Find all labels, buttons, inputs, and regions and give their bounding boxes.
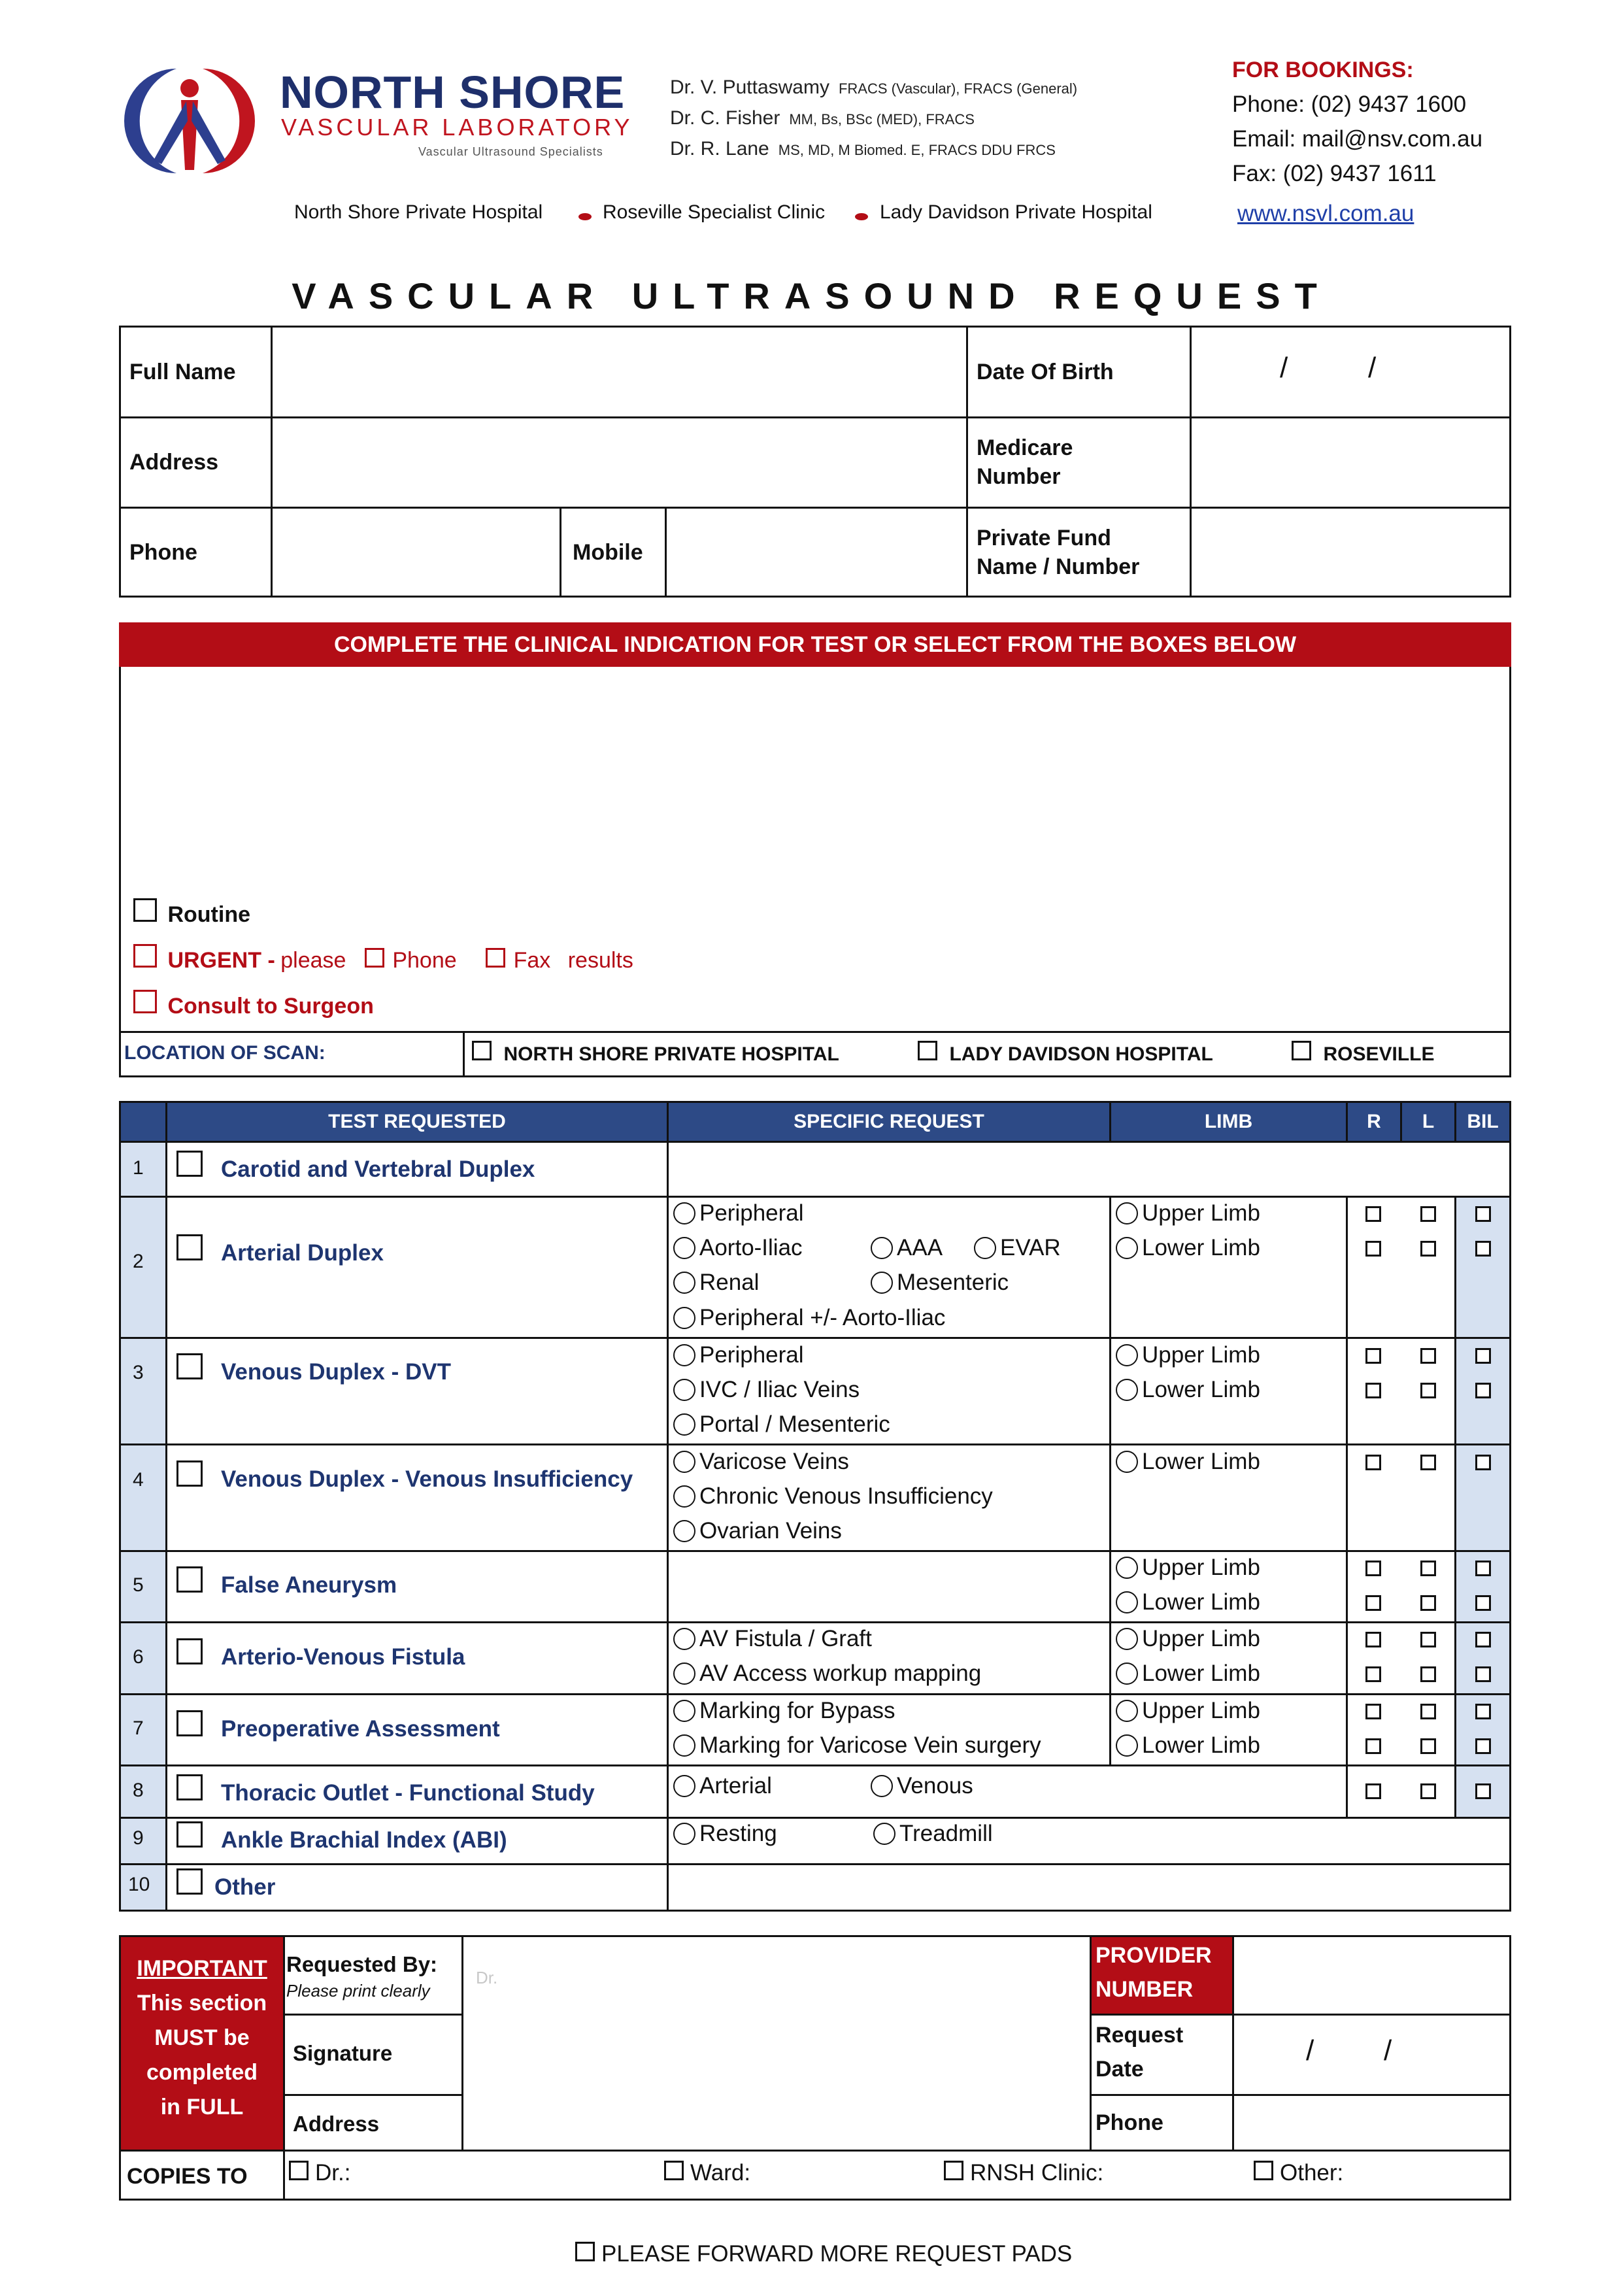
option-peripheral[interactable]: Peripheral bbox=[673, 1200, 804, 1226]
option-arterial[interactable]: Arterial bbox=[673, 1773, 772, 1799]
bil-checkbox[interactable] bbox=[1475, 1632, 1491, 1647]
option-bypass[interactable]: Marking for Bypass bbox=[673, 1698, 895, 1724]
radio-icon[interactable] bbox=[1116, 1379, 1138, 1401]
full-name-field[interactable] bbox=[275, 328, 963, 414]
location-north-shore-label: NORTH SHORE PRIVATE HOSPITAL bbox=[503, 1043, 839, 1065]
radio-icon[interactable] bbox=[673, 1775, 695, 1797]
bil-column-tint bbox=[1456, 1197, 1509, 1818]
option-venous[interactable]: Venous bbox=[871, 1773, 973, 1799]
test-number: 2 bbox=[133, 1251, 144, 1272]
r-checkbox[interactable] bbox=[1365, 1241, 1381, 1257]
limb-upper[interactable]: Upper Limb bbox=[1116, 1200, 1260, 1226]
location-lady-davidson-label: LADY DAVIDSON HOSPITAL bbox=[949, 1043, 1213, 1065]
limb-upper[interactable]: Upper Limb bbox=[1116, 1555, 1260, 1581]
mobile-label: Mobile bbox=[573, 540, 643, 565]
hospital-2: Roseville Specialist Clinic bbox=[603, 201, 826, 223]
test-row-dvt bbox=[176, 1353, 451, 1385]
test-row-abi bbox=[176, 1821, 507, 1853]
dob-label: Date Of Birth bbox=[977, 360, 1114, 384]
bil-checkbox[interactable] bbox=[1475, 1561, 1491, 1576]
radio-icon[interactable] bbox=[673, 1520, 695, 1542]
signature-label: Signature bbox=[293, 2041, 393, 2065]
option-varicose-surgery[interactable]: Marking for Varicose Vein surgery bbox=[673, 1732, 1041, 1759]
important-text: MUST be bbox=[154, 2025, 250, 2050]
private-fund-label: Private Fund bbox=[977, 526, 1111, 550]
radio-icon[interactable] bbox=[871, 1272, 893, 1294]
provider-number-field[interactable] bbox=[1236, 1938, 1509, 2012]
r-checkbox[interactable] bbox=[1365, 1455, 1381, 1470]
requester-phone-label: Phone bbox=[1096, 2110, 1163, 2135]
limb-lower[interactable]: Lower Limb bbox=[1116, 1449, 1260, 1475]
location-label: LOCATION OF SCAN: bbox=[124, 1042, 326, 1064]
requester-details-field[interactable] bbox=[465, 1938, 1088, 2147]
dob-slash: / bbox=[1280, 352, 1288, 384]
results-label: results bbox=[567, 948, 633, 973]
bil-checkbox[interactable] bbox=[1475, 1348, 1491, 1364]
tests-header-specific: SPECIFIC REQUEST bbox=[669, 1103, 1109, 1141]
bookings-title: FOR BOOKINGS: bbox=[1232, 58, 1414, 82]
forward-pads bbox=[575, 2241, 1072, 2267]
doctor-3: Dr. R. Lane MS, MD, M Biomed. E, FRACS DDU FRCS bbox=[670, 138, 1056, 160]
option-varicose[interactable]: Varicose Veins bbox=[673, 1449, 849, 1475]
limb-lower[interactable]: Lower Limb bbox=[1116, 1235, 1260, 1261]
copy-rnsh bbox=[944, 2160, 1103, 2186]
test-number: 6 bbox=[133, 1646, 144, 1668]
full-name-label: Full Name bbox=[129, 360, 236, 384]
r-checkbox[interactable] bbox=[1365, 1666, 1381, 1682]
routine-option bbox=[133, 898, 250, 928]
test-row-other bbox=[176, 1868, 275, 1900]
location-north-shore-checkbox[interactable] bbox=[472, 1041, 492, 1060]
radio-icon[interactable] bbox=[1116, 1237, 1138, 1259]
test-checkbox[interactable] bbox=[176, 1353, 203, 1379]
logo-tagline: Vascular Ultrasound Specialists bbox=[418, 145, 603, 158]
bil-checkbox[interactable] bbox=[1475, 1595, 1491, 1611]
copy-rnsh-checkbox[interactable] bbox=[944, 2161, 963, 2180]
requested-by-label: Requested By: bbox=[286, 1952, 438, 1976]
bil-checkbox[interactable] bbox=[1475, 1783, 1491, 1799]
consult-option bbox=[133, 990, 374, 1019]
provider-number-label: NUMBER bbox=[1096, 1977, 1194, 2002]
option-av-access[interactable]: AV Access workup mapping bbox=[673, 1661, 981, 1687]
test-number: 9 bbox=[133, 1827, 144, 1849]
hospital-1: North Shore Private Hospital bbox=[294, 201, 543, 223]
location-roseville bbox=[1292, 1041, 1434, 1066]
test-name: Carotid and Vertebral Duplex bbox=[221, 1156, 535, 1182]
test-checkbox[interactable] bbox=[176, 1234, 203, 1260]
test-row-carotid bbox=[176, 1151, 535, 1183]
test-name: Other bbox=[214, 1874, 276, 1900]
test-name: Ankle Brachial Index (ABI) bbox=[221, 1827, 507, 1853]
radio-icon[interactable] bbox=[673, 1379, 695, 1401]
routine-checkbox[interactable] bbox=[133, 898, 157, 922]
location-lady-davidson-checkbox[interactable] bbox=[918, 1041, 937, 1060]
test-checkbox[interactable] bbox=[176, 1710, 203, 1736]
tests-header-l: L bbox=[1402, 1103, 1454, 1141]
test-row-venous-insufficiency bbox=[176, 1460, 633, 1493]
test-number: 5 bbox=[133, 1574, 144, 1596]
option-chronic[interactable]: Chronic Venous Insufficiency bbox=[673, 1483, 993, 1510]
limb-lower[interactable]: Lower Limb bbox=[1116, 1732, 1260, 1759]
option-evar[interactable]: EVAR bbox=[974, 1235, 1061, 1261]
dob-field[interactable] bbox=[1194, 328, 1509, 414]
l-checkbox[interactable] bbox=[1420, 1348, 1436, 1364]
urgent-fax-checkbox[interactable] bbox=[486, 948, 505, 968]
consult-label: Consult to Surgeon bbox=[167, 994, 374, 1019]
copy-ward bbox=[664, 2160, 750, 2186]
copy-dr-checkbox[interactable] bbox=[289, 2161, 309, 2180]
radio-icon[interactable] bbox=[673, 1344, 695, 1366]
radio-icon[interactable] bbox=[673, 1451, 695, 1473]
copy-dr bbox=[289, 2160, 350, 2186]
dob-slash: / bbox=[1368, 352, 1377, 384]
test-checkbox[interactable] bbox=[176, 1460, 203, 1487]
logo-subtitle: VASCULAR LABORATORY bbox=[281, 114, 633, 141]
important-text: in FULL bbox=[160, 2095, 244, 2119]
radio-icon[interactable] bbox=[1116, 1591, 1138, 1613]
private-fund-field[interactable] bbox=[1194, 509, 1509, 596]
requester-dr-placeholder: Dr. bbox=[476, 1968, 498, 1987]
urgent-option bbox=[133, 944, 633, 973]
test-row-av-fistula bbox=[176, 1638, 465, 1670]
radio-icon[interactable] bbox=[871, 1775, 893, 1797]
option-aaa[interactable]: AAA bbox=[871, 1235, 943, 1261]
clinical-indication-textarea[interactable] bbox=[123, 669, 1507, 866]
forward-pads-checkbox[interactable] bbox=[575, 2242, 595, 2261]
radio-icon[interactable] bbox=[673, 1734, 695, 1757]
limb-lower[interactable]: Lower Limb bbox=[1116, 1377, 1260, 1403]
website-link[interactable]: www.nsvl.com.au bbox=[1237, 201, 1414, 226]
page-title: VASCULAR ULTRASOUND REQUEST bbox=[292, 275, 1331, 316]
test-name: Arterial Duplex bbox=[221, 1240, 384, 1266]
test-number: 1 bbox=[133, 1157, 144, 1179]
radio-icon[interactable] bbox=[1116, 1202, 1138, 1224]
copy-other-checkbox[interactable] bbox=[1254, 2161, 1273, 2180]
date-slash: / bbox=[1384, 2034, 1392, 2067]
test-name: False Aneurysm bbox=[221, 1572, 397, 1598]
radio-icon[interactable] bbox=[673, 1237, 695, 1259]
l-checkbox[interactable] bbox=[1420, 1783, 1436, 1799]
option-ovarian[interactable]: Ovarian Veins bbox=[673, 1518, 842, 1544]
medicare-field[interactable] bbox=[1194, 419, 1509, 505]
radio-icon[interactable] bbox=[673, 1823, 695, 1845]
tests-header-limb: LIMB bbox=[1111, 1103, 1346, 1141]
bil-checkbox[interactable] bbox=[1475, 1666, 1491, 1682]
r-checkbox[interactable] bbox=[1365, 1783, 1381, 1799]
radio-icon[interactable] bbox=[1116, 1734, 1138, 1757]
bil-checkbox[interactable] bbox=[1475, 1455, 1491, 1470]
tests-header-bil: BIL bbox=[1456, 1103, 1509, 1141]
test-checkbox[interactable] bbox=[176, 1774, 203, 1800]
date-slash: / bbox=[1306, 2034, 1314, 2067]
address-label: Address bbox=[129, 450, 219, 475]
test-row-thoracic-outlet bbox=[176, 1774, 595, 1806]
medicare-label: Number bbox=[977, 464, 1061, 489]
limb-upper[interactable]: Upper Limb bbox=[1116, 1626, 1260, 1652]
logo-name: NORTH SHORE bbox=[280, 67, 626, 118]
test-checkbox[interactable] bbox=[176, 1821, 203, 1848]
l-checkbox[interactable] bbox=[1420, 1561, 1436, 1576]
radio-icon[interactable] bbox=[673, 1663, 695, 1685]
phone-field[interactable] bbox=[275, 509, 557, 596]
doctor-1: Dr. V. Puttaswamy FRACS (Vascular), FRACS (General) bbox=[670, 76, 1078, 98]
test-name: Thoracic Outlet - Functional Study bbox=[221, 1780, 595, 1806]
option-mesenteric[interactable]: Mesenteric bbox=[871, 1270, 1009, 1296]
limb-lower[interactable]: Lower Limb bbox=[1116, 1589, 1260, 1615]
radio-icon[interactable] bbox=[1116, 1344, 1138, 1366]
option-renal[interactable]: Renal bbox=[673, 1270, 759, 1296]
test-name: Arterio-Venous Fistula bbox=[221, 1644, 465, 1670]
test-number: 10 bbox=[128, 1874, 150, 1895]
r-checkbox[interactable] bbox=[1365, 1704, 1381, 1719]
request-date-field[interactable] bbox=[1236, 2017, 1509, 2092]
limb-upper[interactable]: Upper Limb bbox=[1116, 1698, 1260, 1724]
location-north-shore bbox=[472, 1041, 839, 1066]
radio-icon[interactable] bbox=[1116, 1628, 1138, 1650]
r-checkbox[interactable] bbox=[1365, 1595, 1381, 1611]
address-field[interactable] bbox=[275, 419, 963, 505]
r-checkbox[interactable] bbox=[1365, 1738, 1381, 1754]
medicare-label: Medicare bbox=[977, 435, 1073, 460]
r-checkbox[interactable] bbox=[1365, 1561, 1381, 1576]
option-portal[interactable]: Portal / Mesenteric bbox=[673, 1411, 890, 1438]
tests-header-test: TEST REQUESTED bbox=[167, 1103, 667, 1141]
provider-number-label: PROVIDER bbox=[1096, 1943, 1212, 1968]
test-number: 3 bbox=[133, 1362, 144, 1383]
important-text: completed bbox=[146, 2060, 258, 2085]
request-date-label: Request bbox=[1096, 2023, 1184, 2048]
hospital-3: Lady Davidson Private Hospital bbox=[880, 201, 1152, 223]
l-checkbox[interactable] bbox=[1420, 1383, 1436, 1398]
please-label: please bbox=[280, 948, 346, 973]
bookings-fax: Fax: (02) 9437 1611 bbox=[1232, 161, 1437, 186]
r-checkbox[interactable] bbox=[1365, 1632, 1381, 1647]
requester-address-label: Address bbox=[293, 2112, 380, 2136]
r-checkbox[interactable] bbox=[1365, 1206, 1381, 1222]
doctor-2: Dr. C. Fisher MM, Bs, BSc (MED), FRACS bbox=[670, 107, 975, 129]
test-checkbox[interactable] bbox=[176, 1566, 203, 1593]
requester-phone-field[interactable] bbox=[1236, 2098, 1509, 2148]
radio-icon[interactable] bbox=[1116, 1663, 1138, 1685]
r-checkbox[interactable] bbox=[1365, 1383, 1381, 1398]
test-checkbox[interactable] bbox=[176, 1151, 203, 1177]
radio-icon[interactable] bbox=[1116, 1451, 1138, 1473]
urgent-checkbox[interactable] bbox=[133, 944, 157, 968]
test-checkbox[interactable] bbox=[176, 1638, 203, 1664]
radio-icon[interactable] bbox=[673, 1202, 695, 1224]
option-peripheral-aorto-iliac[interactable]: Peripheral +/- Aorto-Iliac bbox=[673, 1305, 945, 1331]
bookings-email: Email: mail@nsv.com.au bbox=[1232, 126, 1483, 152]
copy-other-label: Other: bbox=[1280, 2160, 1344, 2186]
urgent-label: URGENT - bbox=[167, 948, 275, 973]
test-number: 8 bbox=[133, 1780, 144, 1801]
test-name: Venous Duplex - Venous Insufficiency bbox=[221, 1466, 633, 1492]
forward-pads-label: PLEASE FORWARD MORE REQUEST PADS bbox=[601, 2241, 1073, 2267]
radio-icon[interactable] bbox=[873, 1823, 895, 1845]
bil-checkbox[interactable] bbox=[1475, 1383, 1491, 1398]
bil-checkbox[interactable] bbox=[1475, 1241, 1491, 1257]
important-text: This section bbox=[137, 1991, 267, 2016]
test-checkbox[interactable] bbox=[176, 1868, 203, 1895]
radio-icon[interactable] bbox=[673, 1628, 695, 1650]
separator-dot bbox=[578, 213, 592, 220]
copy-other bbox=[1254, 2160, 1343, 2186]
option-aorto-iliac[interactable]: Aorto-Iliac bbox=[673, 1235, 803, 1261]
copies-to-label: COPIES TO bbox=[127, 2164, 248, 2189]
location-lady-davidson bbox=[918, 1041, 1213, 1066]
copy-dr-label: Dr.: bbox=[315, 2160, 351, 2186]
request-date-label: Date bbox=[1096, 2057, 1144, 2082]
l-checkbox[interactable] bbox=[1420, 1595, 1436, 1611]
r-checkbox[interactable] bbox=[1365, 1348, 1381, 1364]
option-av-fistula[interactable]: AV Fistula / Graft bbox=[673, 1626, 872, 1652]
tests-header-number bbox=[121, 1103, 165, 1141]
test-number: 7 bbox=[133, 1717, 144, 1739]
bookings-phone: Phone: (02) 9437 1600 bbox=[1232, 92, 1467, 117]
location-roseville-checkbox[interactable] bbox=[1292, 1041, 1311, 1060]
limb-lower[interactable]: Lower Limb bbox=[1116, 1661, 1260, 1687]
radio-icon[interactable] bbox=[974, 1237, 996, 1259]
radio-icon[interactable] bbox=[673, 1307, 695, 1329]
radio-icon[interactable] bbox=[1116, 1557, 1138, 1579]
tests-header-r: R bbox=[1348, 1103, 1400, 1141]
test-row-arterial bbox=[176, 1234, 384, 1266]
copy-ward-label: Ward: bbox=[690, 2160, 751, 2186]
urgent-phone-label: Phone bbox=[392, 948, 457, 973]
copy-rnsh-label: RNSH Clinic: bbox=[970, 2160, 1104, 2186]
l-checkbox[interactable] bbox=[1420, 1632, 1436, 1647]
option-ivc-iliac[interactable]: IVC / Iliac Veins bbox=[673, 1377, 860, 1403]
consult-checkbox[interactable] bbox=[133, 990, 157, 1013]
l-checkbox[interactable] bbox=[1420, 1738, 1436, 1754]
radio-icon[interactable] bbox=[871, 1237, 893, 1259]
routine-label: Routine bbox=[167, 902, 250, 927]
urgent-phone-checkbox[interactable] bbox=[365, 948, 384, 968]
phone-label: Phone bbox=[129, 540, 197, 565]
radio-icon[interactable] bbox=[673, 1413, 695, 1436]
radio-icon[interactable] bbox=[673, 1700, 695, 1722]
print-clearly-hint: Please print clearly bbox=[286, 1981, 430, 2001]
l-checkbox[interactable] bbox=[1420, 1455, 1436, 1470]
bil-checkbox[interactable] bbox=[1475, 1738, 1491, 1754]
logo-icon bbox=[114, 62, 265, 180]
l-checkbox[interactable] bbox=[1420, 1241, 1436, 1257]
clinical-banner: COMPLETE THE CLINICAL INDICATION FOR TEST OR SELECT FROM THE BOXES BELOW bbox=[119, 622, 1511, 667]
separator-dot bbox=[855, 213, 868, 220]
urgent-fax-label: Fax bbox=[513, 948, 551, 973]
l-checkbox[interactable] bbox=[1420, 1704, 1436, 1719]
test-row-preoperative bbox=[176, 1710, 500, 1742]
l-checkbox[interactable] bbox=[1420, 1206, 1436, 1222]
test-name: Preoperative Assessment bbox=[221, 1716, 500, 1742]
radio-icon[interactable] bbox=[1116, 1700, 1138, 1722]
important-title: IMPORTANT bbox=[137, 1956, 267, 1981]
option-resting[interactable]: Resting bbox=[673, 1821, 777, 1847]
limb-upper[interactable]: Upper Limb bbox=[1116, 1342, 1260, 1368]
test-row-false-aneurysm bbox=[176, 1566, 397, 1598]
radio-icon[interactable] bbox=[673, 1272, 695, 1294]
option-peripheral[interactable]: Peripheral bbox=[673, 1342, 804, 1368]
test-number: 4 bbox=[133, 1469, 144, 1491]
private-fund-label: Name / Number bbox=[977, 554, 1140, 579]
l-checkbox[interactable] bbox=[1420, 1666, 1436, 1682]
bil-checkbox[interactable] bbox=[1475, 1704, 1491, 1719]
test-name: Venous Duplex - DVT bbox=[221, 1359, 451, 1385]
copy-ward-checkbox[interactable] bbox=[664, 2161, 684, 2180]
bil-checkbox[interactable] bbox=[1475, 1206, 1491, 1222]
location-roseville-label: ROSEVILLE bbox=[1323, 1043, 1435, 1065]
radio-icon[interactable] bbox=[673, 1485, 695, 1508]
mobile-field[interactable] bbox=[669, 509, 963, 596]
option-treadmill[interactable]: Treadmill bbox=[873, 1821, 993, 1847]
